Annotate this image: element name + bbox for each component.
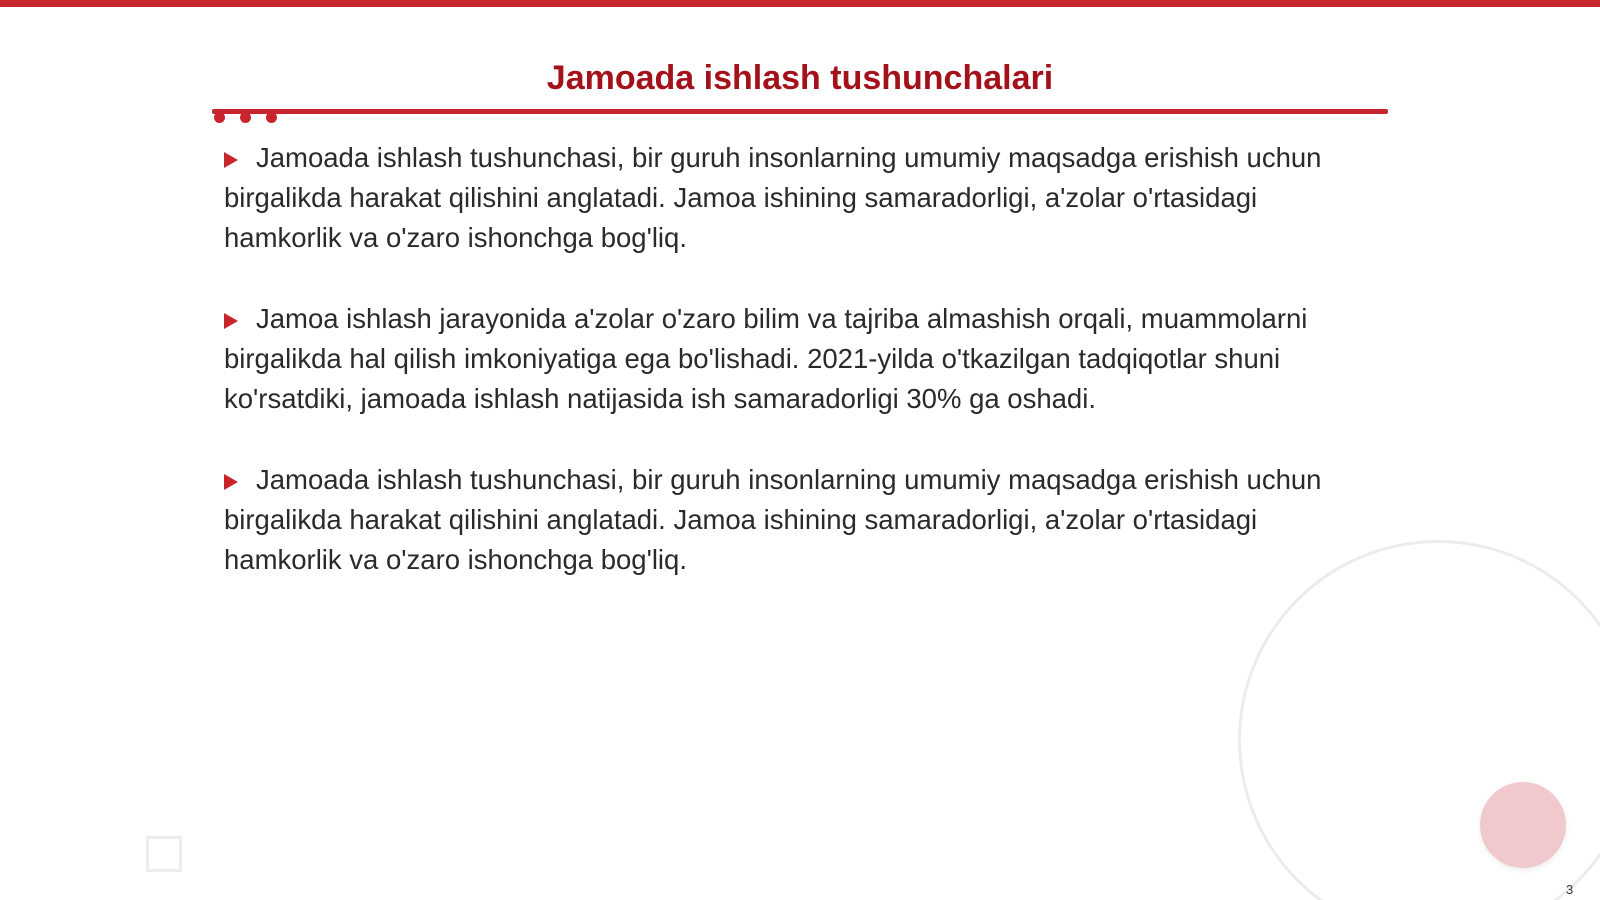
decor-dot xyxy=(240,112,251,123)
decor-square xyxy=(146,836,182,872)
triangle-right-icon xyxy=(224,313,238,329)
bullet-list xyxy=(224,138,1374,621)
bullet-text: Jamoada ishlash tushunchasi, bir guruh insonlarning umumiy maqsadga erishish uchun birgalikda harakat qilishini anglatadi. Jamoa ishining samaradorligi, a'zolar o'rtasidagi hamkorlik va o'zaro ishonchga bog'liq. xyxy=(224,464,1322,575)
slide-title: Jamoada ishlash tushunchalari xyxy=(546,59,1054,97)
triangle-right-icon xyxy=(224,474,238,490)
decor-dot xyxy=(214,112,225,123)
bullet-item xyxy=(224,299,1374,419)
top-accent-bar xyxy=(0,0,1600,7)
bullet-text: Jamoada ishlash tushunchasi, bir guruh insonlarning umumiy maqsadga erishish uchun birgalikda harakat qilishini anglatadi. Jamoa ishining samaradorligi, a'zolar o'rtasidagi hamkorlik va o'zaro ishonchga bog'liq. xyxy=(224,142,1322,253)
bullet-text: Jamoa ishlash jarayonida a'zolar o'zaro bilim va tajriba almashish orqali, muammolarni birgalikda hal qilish imkoniyatiga ega bo'lishadi. 2021-yilda o'tkazilgan tadqiqotlar shuni ko'rsatdiki, jamoada ishlash natijasida ish samaradorligi 30% ga oshadi. xyxy=(224,303,1308,414)
decor-dot xyxy=(266,112,277,123)
bullet-item xyxy=(224,138,1374,258)
triangle-right-icon xyxy=(224,152,238,168)
decor-pink-circle xyxy=(1480,782,1566,868)
bullet-item xyxy=(224,460,1374,580)
title-underline xyxy=(212,109,1388,114)
page-number: 3 xyxy=(1566,882,1574,897)
